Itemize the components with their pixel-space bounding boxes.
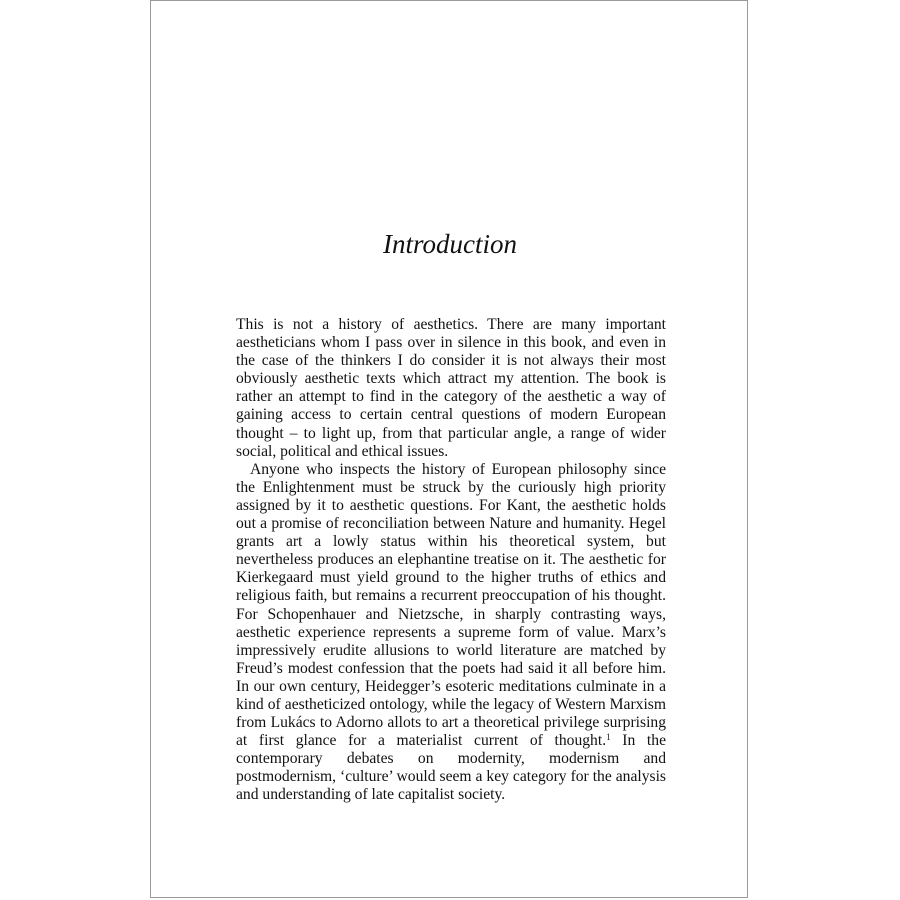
chapter-title: Introduction (383, 229, 517, 259)
book-page (150, 0, 748, 898)
paragraph-1: This is not a history of aesthetics. There are many important aestheticians whom I pass over in silence in this book, and even in the case of the thinkers I do consider it is not always their most obviously aesthetic texts which attract my attention. The book is rather an attempt to find in the category of the aesthetic a way of gaining access to certain central questions of modern European thought – to light up, from that particular angle, a range of wider social, political and ethical issues. (236, 316, 666, 460)
paragraph-2 (236, 461, 666, 805)
footnote-marker: 1 (606, 732, 611, 743)
body-text (236, 316, 666, 805)
paragraph-2-continuation: In the contemporary debates on modernity, modernism and postmodernism, ‘culture’ would seem a key category for the analysis and understanding of late capitalist society. (236, 732, 666, 804)
paragraph-2-text: Anyone who inspects the history of European philosophy since the Enlightenment must be struck by the curiously high priority assigned by it to aesthetic questions. For Kant, the aesthetic holds out a promise of reconciliation between Nature and humanity. Hegel grants art a lowly status within his theoretical system, but nevertheless produces an elephantine treatise on it. The aesthetic for Kierkegaard must yield ground to the higher truths of ethics and religious faith, but remains a recurrent preoccupation of his thought. For Schopenhauer and Nietzsche, in sharply contrasting ways, aesthetic experience represents a supreme form of value. Marx’s impressively erudite allusions to world literature are matched by Freud’s modest confession that the poets had said it all before him. In our own century, Heidegger’s esoteric meditations culminate in a kind of aestheticized ontology, while the legacy of Western Marxism from Lukács to Adorno allots to art a theoretical privilege surprising at first glance for a materialist current of thought. (236, 460, 666, 750)
